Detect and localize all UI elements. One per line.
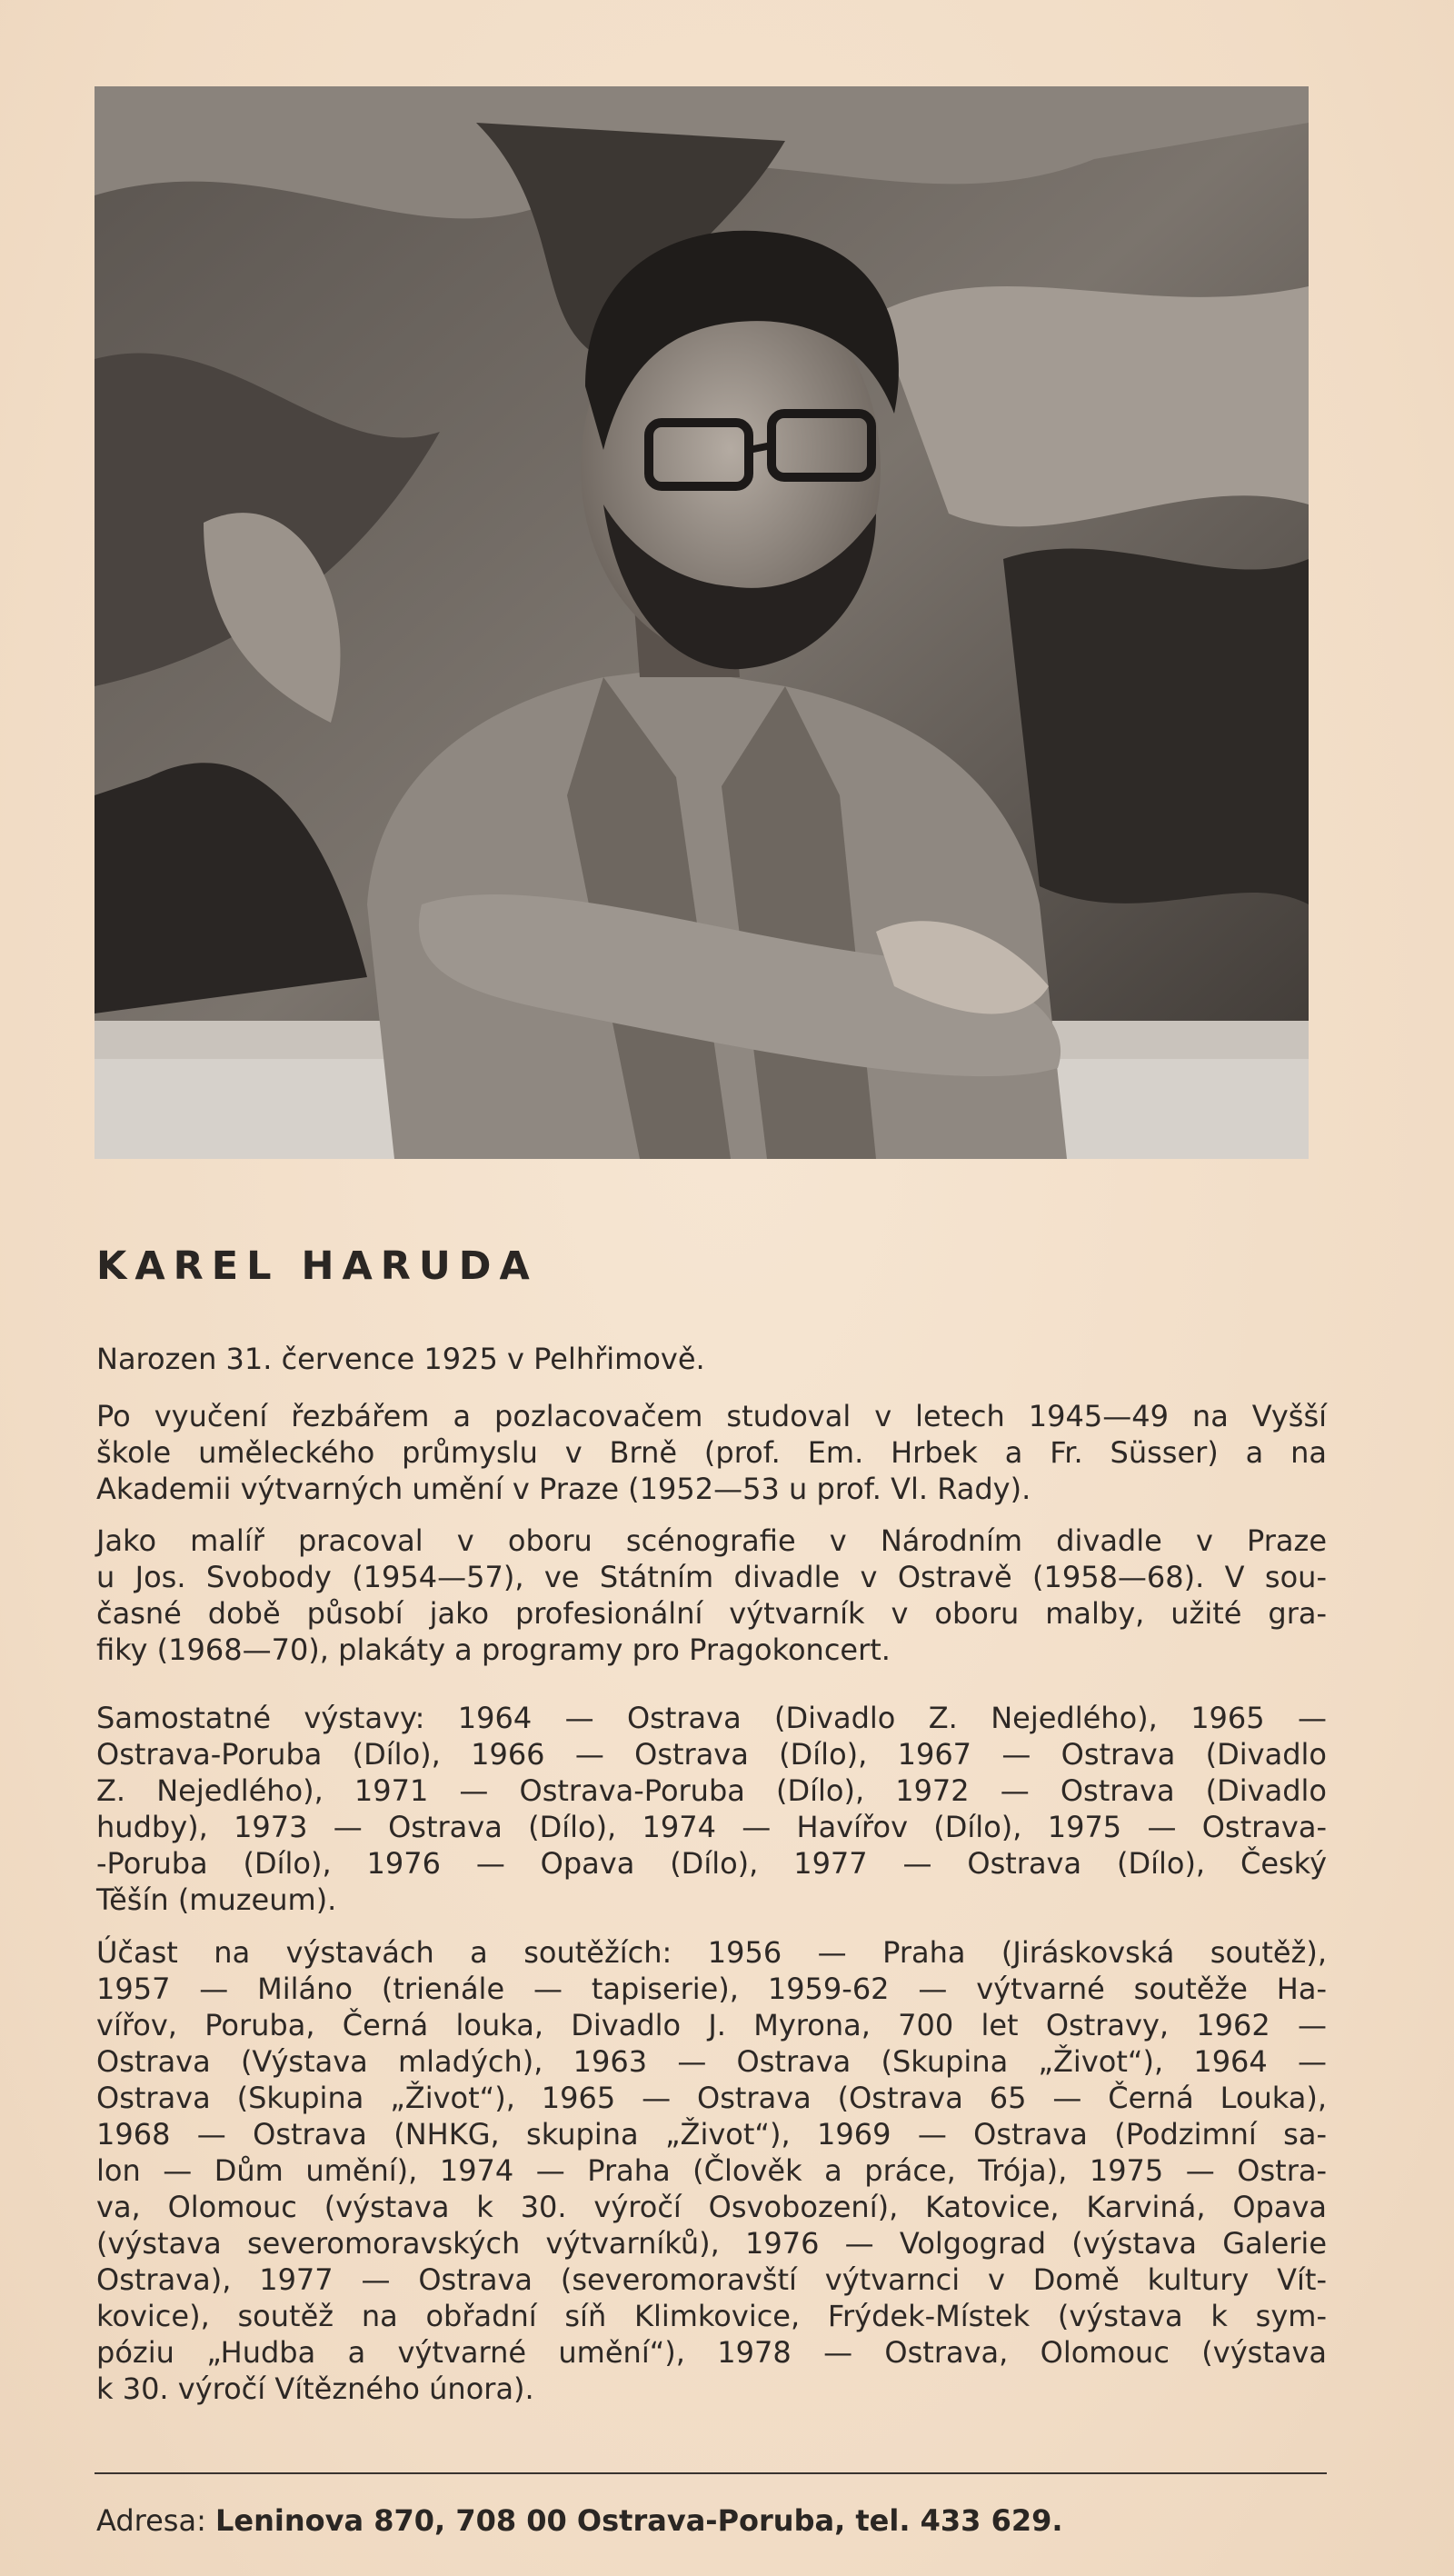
bio-line: Ostrava (Skupina „Život“), 1965 — Ostrava (Ostrava 65 — Černá Louka), xyxy=(96,2081,1327,2115)
bio-line: časné době působí jako profesionální výtvarník v oboru malby, užité gra- xyxy=(96,1596,1327,1631)
bio-line: Narozen 31. července 1925 v Pelhřimově. xyxy=(96,1342,705,1376)
bio-line: va, Olomouc (výstava k 30. výročí Osvobození), Katovice, Karviná, Opava xyxy=(96,2190,1327,2224)
address-line xyxy=(96,2503,1063,2538)
bio-work xyxy=(96,1523,1327,1668)
footer-divider xyxy=(95,2472,1327,2474)
bio-line: (výstava severomoravských výtvarníků), 1976 — Volgograd (výstava Galerie xyxy=(96,2226,1327,2261)
bio-solo-exhibitions xyxy=(96,1700,1327,1918)
bio-line: Samostatné výstavy: 1964 — Ostrava (Divadlo Z. Nejedlého), 1965 — xyxy=(96,1701,1327,1735)
bio-line: hudby), 1973 — Ostrava (Dílo), 1974 — Havířov (Dílo), 1975 — Ostrava- xyxy=(96,1810,1327,1844)
bio-line: 1968 — Ostrava (NHKG, skupina „Život“), 1969 — Ostrava (Podzimní sa- xyxy=(96,2117,1327,2152)
bio-line: Ostrava-Poruba (Dílo), 1966 — Ostrava (Dílo), 1967 — Ostrava (Divadlo xyxy=(96,1737,1327,1772)
bio-line: póziu „Hudba a výtvarné umění“), 1978 — Ostrava, Olomouc (výstava xyxy=(96,2335,1327,2370)
bio-line: Jako malíř pracoval v oboru scénografie v Národním divadle v Praze xyxy=(96,1523,1327,1558)
bio-line: Z. Nejedlého), 1971 — Ostrava-Poruba (Dílo), 1972 — Ostrava (Divadlo xyxy=(96,1773,1327,1808)
bio-group-exhibitions xyxy=(96,1934,1327,2407)
address-label: Adresa: xyxy=(96,2503,206,2538)
bio-line: Těšín (muzeum). xyxy=(96,1882,337,1917)
artist-name: KAREL HARUDA xyxy=(96,1243,538,1289)
address-value: Leninova 870, 708 00 Ostrava-Poruba, tel. 433 629. xyxy=(215,2503,1063,2538)
bio-line: Ostrava (Výstava mladých), 1963 — Ostrava (Skupina „Život“), 1964 — xyxy=(96,2044,1327,2079)
bio-education xyxy=(96,1398,1327,1507)
bio-line: fiky (1968—70), plakáty a programy pro Pragokoncert. xyxy=(96,1632,891,1667)
bio-line: 1957 — Miláno (trienále — tapiserie), 1959-62 — výtvarné soutěže Ha- xyxy=(96,1972,1327,2006)
bio-line: vířov, Poruba, Černá louka, Divadlo J. Myrona, 700 let Ostravy, 1962 — xyxy=(96,2008,1327,2042)
bio-line: lon — Dům umění), 1974 — Praha (Člověk a práce, Trója), 1975 — Ostra- xyxy=(96,2153,1327,2188)
portrait-image xyxy=(95,86,1309,1159)
bio-line: k 30. výročí Vítězného února). xyxy=(96,2371,534,2406)
bio-line: Po vyučení řezbářem a pozlacovačem studoval v letech 1945—49 na Vyšší xyxy=(96,1399,1327,1433)
bio-birth xyxy=(96,1341,1327,1377)
artist-portrait-photo xyxy=(95,86,1309,1159)
bio-line: Akademii výtvarných umění v Praze (1952—53 u prof. Vl. Rady). xyxy=(96,1472,1031,1506)
bio-line: škole uměleckého průmyslu v Brně (prof. Em. Hrbek a Fr. Süsser) a na xyxy=(96,1435,1327,1470)
bio-line: Účast na výstavách a soutěžích: 1956 — Praha (Jiráskovská soutěž), xyxy=(96,1935,1327,1970)
bio-line: u Jos. Svobody (1954—57), ve Státním divadle v Ostravě (1958—68). V sou- xyxy=(96,1560,1327,1594)
bio-line: kovice), soutěž na obřadní síň Klimkovice, Frýdek-Místek (výstava k sym- xyxy=(96,2299,1327,2333)
bio-line: -Poruba (Dílo), 1976 — Opava (Dílo), 1977 — Ostrava (Dílo), Český xyxy=(96,1846,1327,1881)
bio-line: Ostrava), 1977 — Ostrava (severomoravští výtvarnci v Domě kultury Vít- xyxy=(96,2262,1327,2297)
